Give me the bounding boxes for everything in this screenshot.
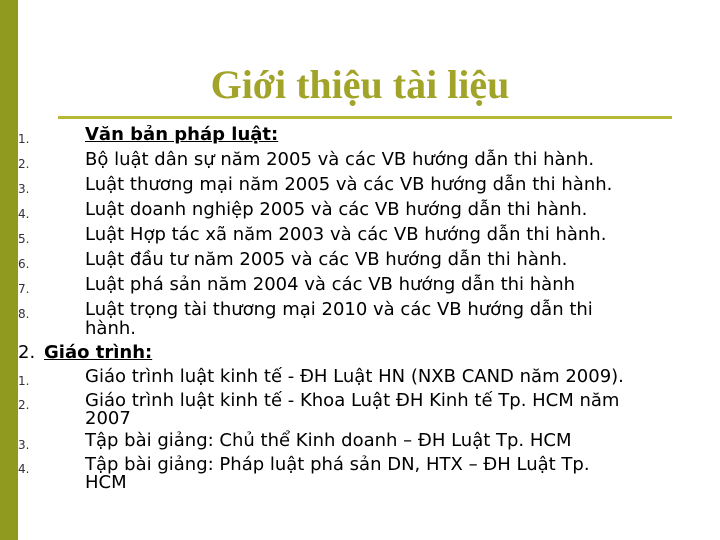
list-item-text-continued: hành. [85, 318, 136, 339]
list-item-text: Giáo trình luật kinh tế - Khoa Luật ĐH Kinh tế Tp. HCM năm [85, 390, 620, 411]
list-item-number: 3. [18, 182, 30, 196]
list-item-text: Giáo trình luật kinh tế - ĐH Luật HN (NXB CAND năm 2009). [85, 366, 624, 387]
list-item-text: Luật doanh nghiệp 2005 và các VB hướng dẫn thi hành. [85, 199, 588, 220]
list-item-number: 5. [18, 232, 30, 246]
list-item-number: 6. [18, 257, 30, 271]
list-item-text: Luật phá sản năm 2004 và các VB hướng dẫn thi hành [85, 274, 576, 295]
list-item-number: 4. [18, 462, 30, 476]
slide-title: Giới thiệu tài liệu [210, 62, 510, 107]
list-item-number: 2. [18, 398, 30, 412]
section-2-heading: Giáo trình: [44, 342, 153, 363]
list-item-text: Luật thương mại năm 2005 và các VB hướng dẫn thi hành. [85, 174, 613, 195]
list-item-text: Tập bài giảng: Pháp luật phá sản DN, HTX – ĐH Luật Tp. [85, 454, 590, 475]
list-item-number: 4. [18, 207, 30, 221]
list-item-text: Luật đầu tư năm 2005 và các VB hướng dẫn thi hành. [85, 249, 568, 270]
list-item-number: 8. [18, 307, 30, 321]
section-2-number: 2. [18, 342, 36, 363]
list-item-text-continued: 2007 [85, 408, 131, 429]
list-item-text: Luật trọng tài thương mại 2010 và các VB hướng dẫn thi [85, 299, 593, 320]
list-item-text: Bộ luật dân sự năm 2005 và các VB hướng dẫn thi hành. [85, 149, 595, 170]
section-1-number: 1. [18, 132, 30, 146]
title-underline [58, 116, 672, 119]
list-item-number: 3. [18, 438, 30, 452]
list-item-number: 2. [18, 157, 30, 171]
list-item-number: 1. [18, 374, 30, 388]
list-item-text: Tập bài giảng: Chủ thể Kinh doanh – ĐH Luật Tp. HCM [85, 430, 572, 451]
section-1-heading: Văn bản pháp luật: [85, 124, 279, 145]
list-item-number: 7. [18, 282, 30, 296]
list-item-text-continued: HCM [85, 472, 127, 493]
list-item-text: Luật Hợp tác xã năm 2003 và các VB hướng dẫn thi hành. [85, 224, 607, 245]
